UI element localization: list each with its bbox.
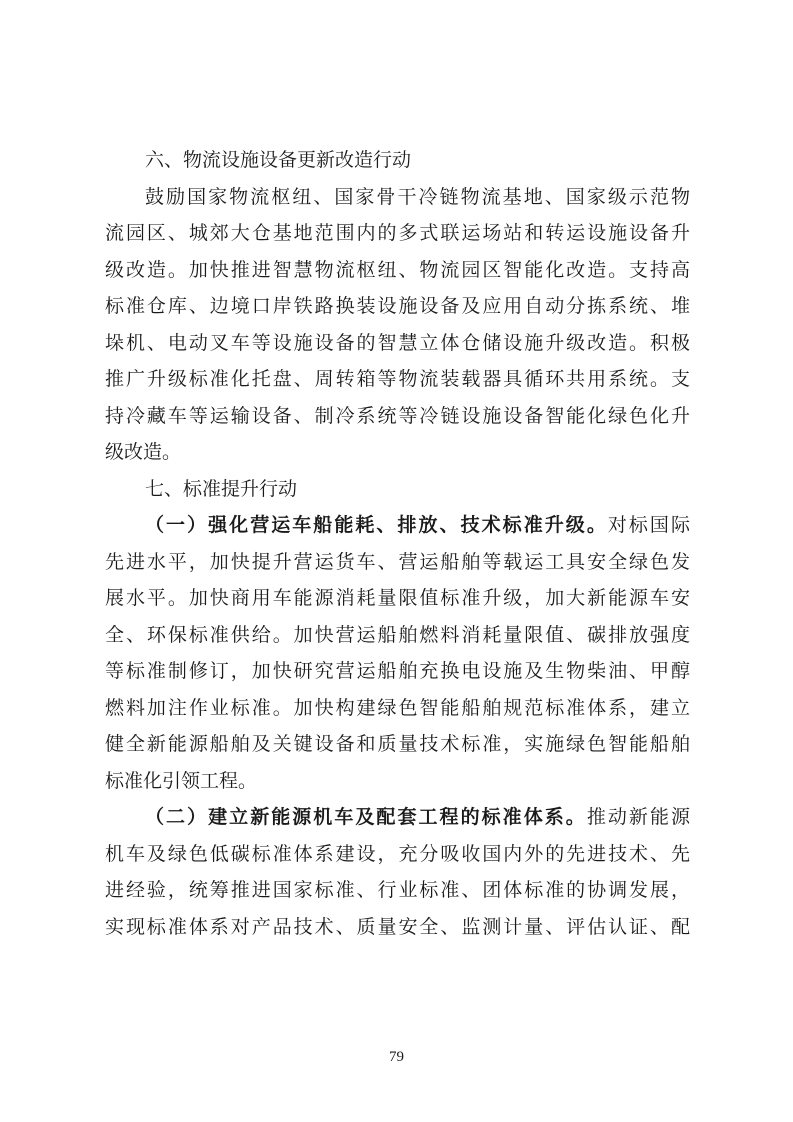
paragraph-line: 展水平。加快商用车能源消耗量限值标准升级，加大新能源车安: [105, 587, 690, 609]
paragraph-line: 级改造。: [105, 441, 182, 463]
section-heading-6: 六、物流设施设备更新改造行动: [145, 149, 412, 171]
item-2-first-line-text: 推动新能源: [586, 806, 690, 828]
section-7-item-2-paragraph: [105, 799, 690, 945]
section-7-item-1-paragraph: [105, 507, 690, 799]
paragraph-line: 持冷藏车等运输设备、制冷系统等冷链设施设备智能化绿色化升: [105, 404, 690, 427]
paragraph-line: 先进水平，加快提升营运货车、营运船舶等载运工具安全绿色发: [105, 550, 690, 573]
item-1-title: （一）强化营运车船能耗、排放、技术标准升级。: [145, 514, 608, 536]
paragraph-line: 流园区、城郊大仓基地范围内的多式联运场站和转运设施设备升: [105, 222, 690, 244]
section-heading-7: 七、标准提升行动: [145, 477, 298, 500]
paragraph-line: 进经验，统筹推进国家标准、行业标准、团体标准的协调发展，: [105, 879, 690, 901]
item-2-title: （二）建立新能源机车及配套工程的标准体系。: [145, 806, 587, 828]
paragraph-line: 标准化引领工程。: [105, 769, 258, 792]
paragraph-line: 实现标准体系对产品技术、质量安全、监测计量、评估认证、配: [105, 915, 690, 938]
document-body: [105, 142, 690, 945]
paragraph-line: 全、环保标准供给。加快营运船舶燃料消耗量限值、碳排放强度: [105, 623, 690, 646]
paragraph-line: [105, 507, 690, 544]
item-1-first-line-text: 对标国际: [607, 514, 690, 536]
paragraph-line: 机车及绿色低碳标准体系建设，充分吸收国内外的先进技术、先: [105, 842, 690, 865]
paragraph-line: [105, 799, 690, 836]
paragraph-line: 燃料加注作业标准。加快构建绿色智能船舶规范标准体系，建立: [105, 696, 690, 719]
paragraph-line: 健全新能源船舶及关键设备和质量技术标准，实施绿色智能船舶: [105, 733, 690, 755]
paragraph-line: 级改造。加快推进智慧物流枢纽、物流园区智能化改造。支持高: [105, 258, 690, 281]
paragraph-line: 推广升级标准化托盘、周转箱等物流装载器具循环共用系统。支: [105, 368, 690, 390]
paragraph-line: 鼓励国家物流枢纽、国家骨干冷链物流基地、国家级示范物: [145, 185, 690, 208]
paragraph-line: 垛机、电动叉车等设施设备的智慧立体仓储设施升级改造。积极: [105, 331, 690, 354]
paragraph-line: 标准仓库、边境口岸铁路换装设施设备及应用自动分拣系统、堆: [105, 295, 690, 317]
section-6-paragraph: [105, 179, 690, 471]
paragraph-line: 等标准制修订，加快研究营运船舶充换电设施及生物柴油、甲醇: [105, 660, 690, 682]
page-number: 79: [389, 1049, 404, 1065]
